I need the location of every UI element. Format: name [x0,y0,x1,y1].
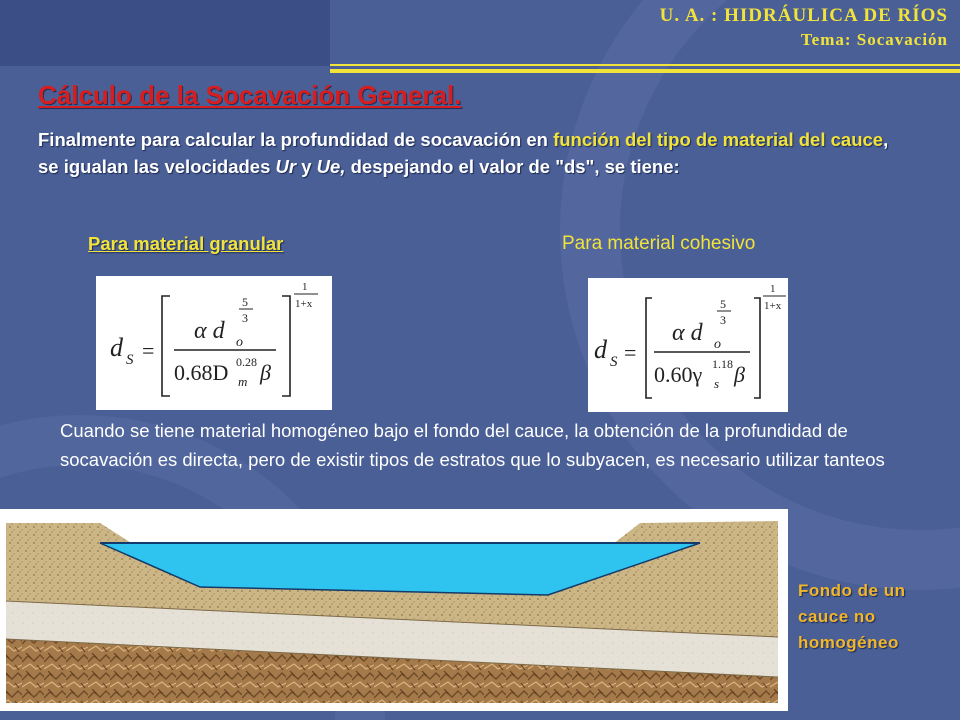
denominator-sup: 1.18 [712,357,733,371]
lhs-d: d [594,335,607,364]
denominator-beta: β [260,360,271,385]
course-header [660,4,948,52]
intro-part-3: despejando el valor de "ds", se tiene: [345,156,680,177]
caption-granular: Para material granular [88,233,284,254]
outer-exp-num: 1 [770,283,776,295]
topic-title: Tema: Socavación [800,30,948,49]
denominator-beta: β [734,362,745,387]
course-title: U. A. : HIDRÁULICA DE RÍOS [659,5,948,26]
numerator-exp-num: 5 [720,297,726,311]
caption-cohesive: Para material cohesivo [562,233,756,254]
numerator-exp-num: 5 [242,295,248,309]
bracket-right [754,298,760,398]
intro-highlight: función del tipo de material del cauce [553,129,884,150]
bracket-left [646,298,652,398]
lhs-sub: S [610,354,618,370]
numerator-sub: o [236,335,243,350]
intro-ur: Ur [275,156,297,177]
equals-sign: = [624,340,637,365]
bracket-left [162,296,170,396]
outer-exp-den: 1+x [764,300,782,312]
numerator-exp-den: 3 [242,311,248,325]
intro-part-1: Finalmente para calcular la profundidad de socavación en [38,129,554,150]
slide-title: Cálculo de la Socavación General. [38,80,462,110]
intro-part-2: , se igualan las velocidades [38,129,889,177]
denominator-sub: m [238,374,248,389]
outer-exp-num: 1 [302,281,308,293]
lhs-sub: S [126,352,134,368]
figure-caption: Fondo de un cauce no homogéneo [798,581,906,652]
intro-text [38,126,898,180]
equals-sign: = [142,338,155,363]
intro-ue: Ue, [316,156,346,177]
numerator-exp-den: 3 [720,313,726,327]
numerator-sub: o [714,337,721,352]
header-rule-thin [330,64,960,66]
denominator-text: 0.60γ [654,362,703,387]
numerator-alpha-d: α d [194,318,225,344]
header-rule-thick [330,69,960,73]
formula-granular [96,276,332,410]
numerator-alpha-d: α d [672,320,703,346]
denominator-sub: s [714,376,720,391]
lhs-d: d [110,333,123,362]
body-paragraph: Cuando se tiene material homogéneo bajo el fondo del cauce, la obtención de la profundidad de socavación es directa, pero de existir tipos de estratos que lo subyacen, es necesario utilizar tanteos [60,420,885,470]
formula-cohesive [588,278,788,412]
riverbed-cross-section [0,509,788,711]
header-band [0,0,330,66]
bracket-right [282,296,290,396]
outer-exp-den: 1+x [295,298,313,310]
denominator-text: 0.68D [174,360,229,385]
intro-and: y [296,156,317,177]
denominator-sup: 0.28 [236,355,257,369]
